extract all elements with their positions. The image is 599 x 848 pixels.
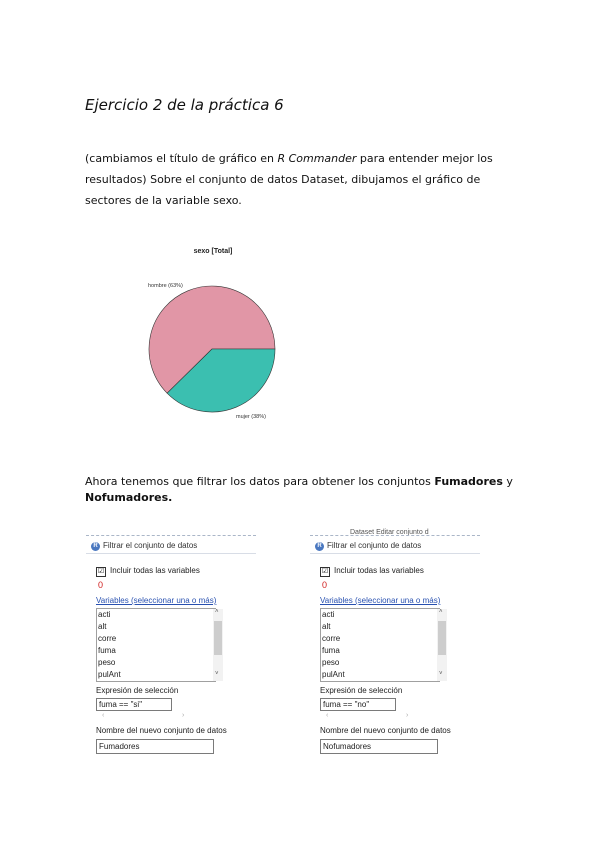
list-item[interactable]: alt — [98, 622, 107, 631]
pie-chart-svg — [140, 242, 300, 427]
list-item[interactable]: acti — [98, 610, 111, 619]
document-heading: Ejercicio 2 de la práctica 6 — [85, 96, 284, 114]
selection-expression-input[interactable]: fuma == "si" — [96, 698, 172, 711]
scroll-up-icon[interactable]: ˄ — [215, 609, 219, 615]
horizontal-scrollbar[interactable] — [96, 712, 196, 720]
list-item[interactable]: corre — [322, 634, 341, 643]
scroll-right-icon[interactable]: › — [182, 712, 185, 719]
slice-label: hombre (63%) — [148, 283, 183, 289]
filter-text-y: y — [502, 475, 513, 488]
scroll-right-icon[interactable]: › — [406, 712, 409, 719]
include-all-label: Incluir todas las variables — [110, 566, 200, 575]
background-window-menu: Dataset Editar conjunto d — [350, 529, 429, 536]
include-all-checkbox[interactable]: ☑ — [97, 568, 105, 575]
list-item[interactable]: corre — [98, 634, 117, 643]
r-logo-icon: R — [315, 542, 324, 551]
new-dataset-name-input[interactable]: Nofumadores — [320, 739, 438, 754]
list-item[interactable]: alt — [322, 622, 331, 631]
error-count: 0 — [322, 580, 328, 590]
selection-expression-label: Expresión de selección — [96, 686, 179, 695]
list-item[interactable]: fuma — [322, 646, 340, 655]
scroll-up-icon[interactable]: ˄ — [439, 609, 443, 615]
scroll-down-icon[interactable]: ˅ — [215, 671, 219, 677]
intro-text-r-commander: R Commander — [277, 152, 357, 165]
dialog-title: Filtrar el conjunto de datos — [103, 541, 198, 550]
dialog-titlebar[interactable] — [310, 539, 480, 554]
variables-listbox[interactable] — [96, 608, 219, 682]
r-logo-icon: R — [91, 542, 100, 551]
scroll-left-icon[interactable]: ‹ — [326, 712, 329, 719]
dialog-titlebar[interactable] — [86, 539, 256, 554]
scroll-left-icon[interactable]: ‹ — [102, 712, 105, 719]
scroll-down-icon[interactable]: ˅ — [439, 671, 443, 677]
list-item[interactable]: acti — [322, 610, 335, 619]
new-dataset-name-label: Nombre del nuevo conjunto de datos — [320, 726, 451, 735]
new-dataset-name-input[interactable]: Fumadores — [96, 739, 214, 754]
chart-title: sexo [Total] — [193, 248, 233, 255]
intro-paragraph — [85, 148, 525, 211]
list-item[interactable]: pulAnt — [98, 670, 121, 679]
list-item[interactable]: peso — [98, 658, 116, 667]
include-all-checkbox[interactable]: ☑ — [321, 568, 329, 575]
include-all-label: Incluir todas las variables — [334, 566, 424, 575]
error-count: 0 — [98, 580, 104, 590]
dialog-title: Filtrar el conjunto de datos — [327, 541, 422, 550]
variables-listbox[interactable] — [320, 608, 443, 682]
intro-text-1: (cambiamos el título de gráfico en — [85, 152, 278, 165]
selection-expression-label: Expresión de selección — [320, 686, 403, 695]
filter-text-fumadores: Fumadores — [434, 475, 503, 488]
selection-expression-input[interactable]: fuma == "no" — [320, 698, 396, 711]
filter-paragraph — [85, 474, 535, 506]
scrollbar-thumb[interactable] — [214, 621, 222, 655]
intro-text-2: para entender mejor los resultados) Sobre el conjunto de datos Dataset, dibujamos el gráfico de sectores de la variable sexo. — [85, 152, 493, 207]
variables-label: Variables (seleccionar una o más) — [320, 596, 441, 605]
scrollbar-thumb[interactable] — [438, 621, 446, 655]
list-item[interactable]: fuma — [98, 646, 116, 655]
new-dataset-name-label: Nombre del nuevo conjunto de datos — [96, 726, 227, 735]
list-item[interactable]: pulAnt — [322, 670, 345, 679]
filter-dialog-fumadores — [86, 535, 256, 761]
horizontal-scrollbar[interactable] — [320, 712, 420, 720]
list-item[interactable]: peso — [322, 658, 340, 667]
filter-text-1: Ahora tenemos que filtrar los datos para obtener los conjuntos — [85, 475, 435, 488]
slice-label: mujer (38%) — [236, 414, 266, 420]
variables-label: Variables (seleccionar una o más) — [96, 596, 217, 605]
filter-dialog-nofumadores — [310, 529, 480, 761]
filter-text-nofumadores: Nofumadores. — [85, 491, 173, 504]
pie-chart — [140, 242, 300, 427]
